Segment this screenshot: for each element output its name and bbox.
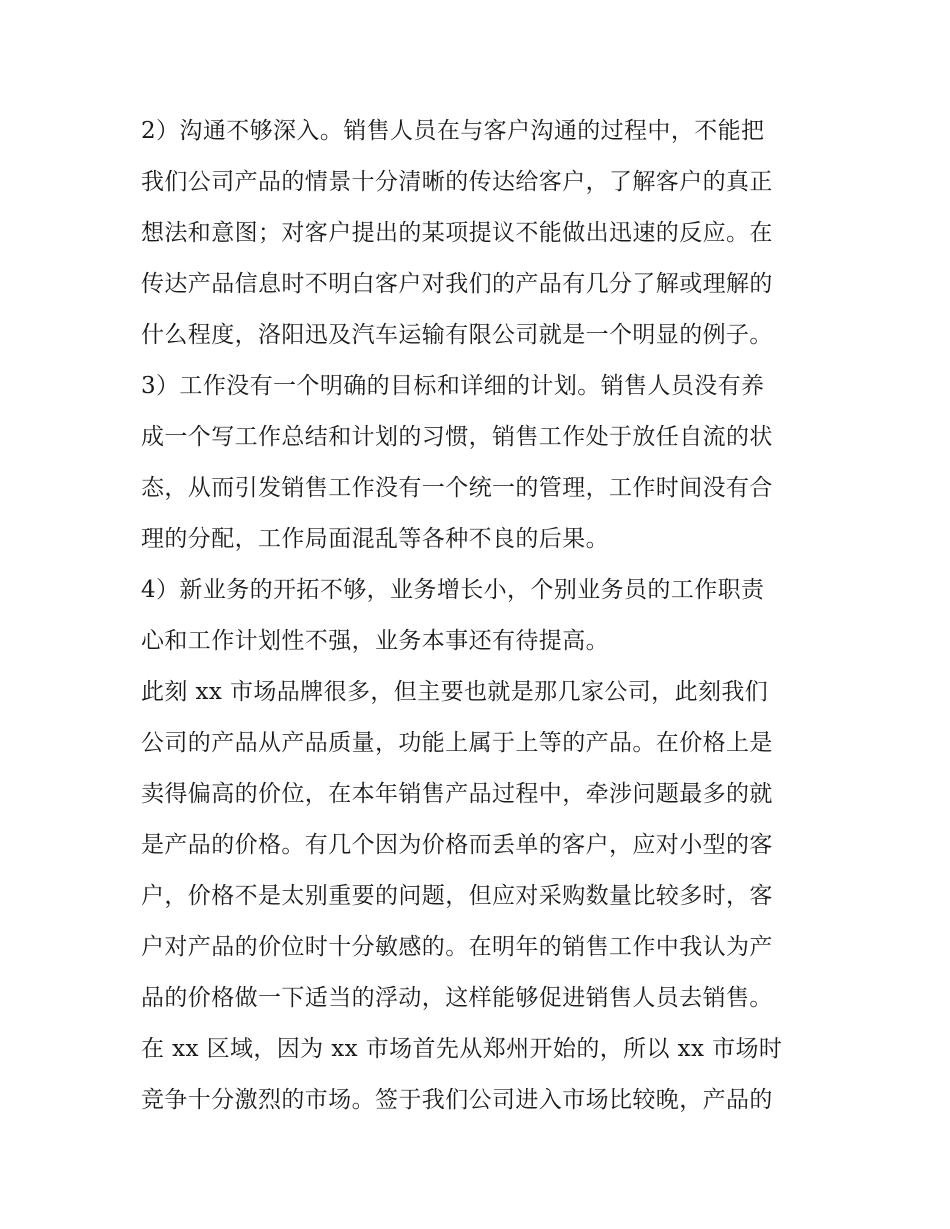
text-line: 成一个写工作总结和计划的习惯，销售工作处于放任自流的状 xyxy=(141,424,773,450)
text-line: 户，价格不是太别重要的问题，但应对采购数量比较多时，客 xyxy=(141,883,773,909)
text-line: 什么程度，洛阳迅及汽车运输有限公司就是一个明显的例子。 xyxy=(141,322,773,348)
text-line: 公司的产品从产品质量，功能上属于上等的产品。在价格上是 xyxy=(141,730,773,756)
text-line: 心和工作计划性不强，业务本事还有待提高。 xyxy=(141,628,609,654)
text-line: 户对产品的价位时十分敏感的。在明年的销售工作中我认为产 xyxy=(141,934,773,960)
text-line: 理的分配，工作局面混乱等各种不良的后果。 xyxy=(141,526,609,552)
body-text xyxy=(141,106,821,1126)
text-line: 卖得偏高的价位，在本年销售产品过程中，牵涉问题最多的就 xyxy=(141,781,773,807)
text-line: 想法和意图；对客户提出的某项提议不能做出迅速的反应。在 xyxy=(141,220,773,246)
text-line: 在 xx 区域，因为 xx 市场首先从郑州开始的，所以 xx 市场时 xyxy=(141,1036,783,1062)
text-line: 是产品的价格。有几个因为价格而丢单的客户，应对小型的客 xyxy=(141,832,773,858)
text-line: 我们公司产品的情景十分清晰的传达给客户，了解客户的真正 xyxy=(141,169,773,195)
text-line: 竞争十分激烈的市场。签于我们公司进入市场比较晚，产品的 xyxy=(141,1087,773,1113)
text-line: 品的价格做一下适当的浮动，这样能够促进销售人员去销售。 xyxy=(141,985,773,1011)
text-line: 传达产品信息时不明白客户对我们的产品有几分了解或理解的 xyxy=(141,271,773,297)
text-line: 2）沟通不够深入。销售人员在与客户沟通的过程中，不能把 xyxy=(141,118,765,144)
text-line: 4）新业务的开拓不够，业务增长小，个别业务员的工作职责 xyxy=(141,577,765,603)
text-line: 3）工作没有一个明确的目标和详细的计划。销售人员没有养 xyxy=(141,373,765,399)
text-line: 态，从而引发销售工作没有一个统一的管理，工作时间没有合 xyxy=(141,475,773,501)
text-line: 此刻 xx 市场品牌很多，但主要也就是那几家公司，此刻我们 xyxy=(141,679,769,705)
